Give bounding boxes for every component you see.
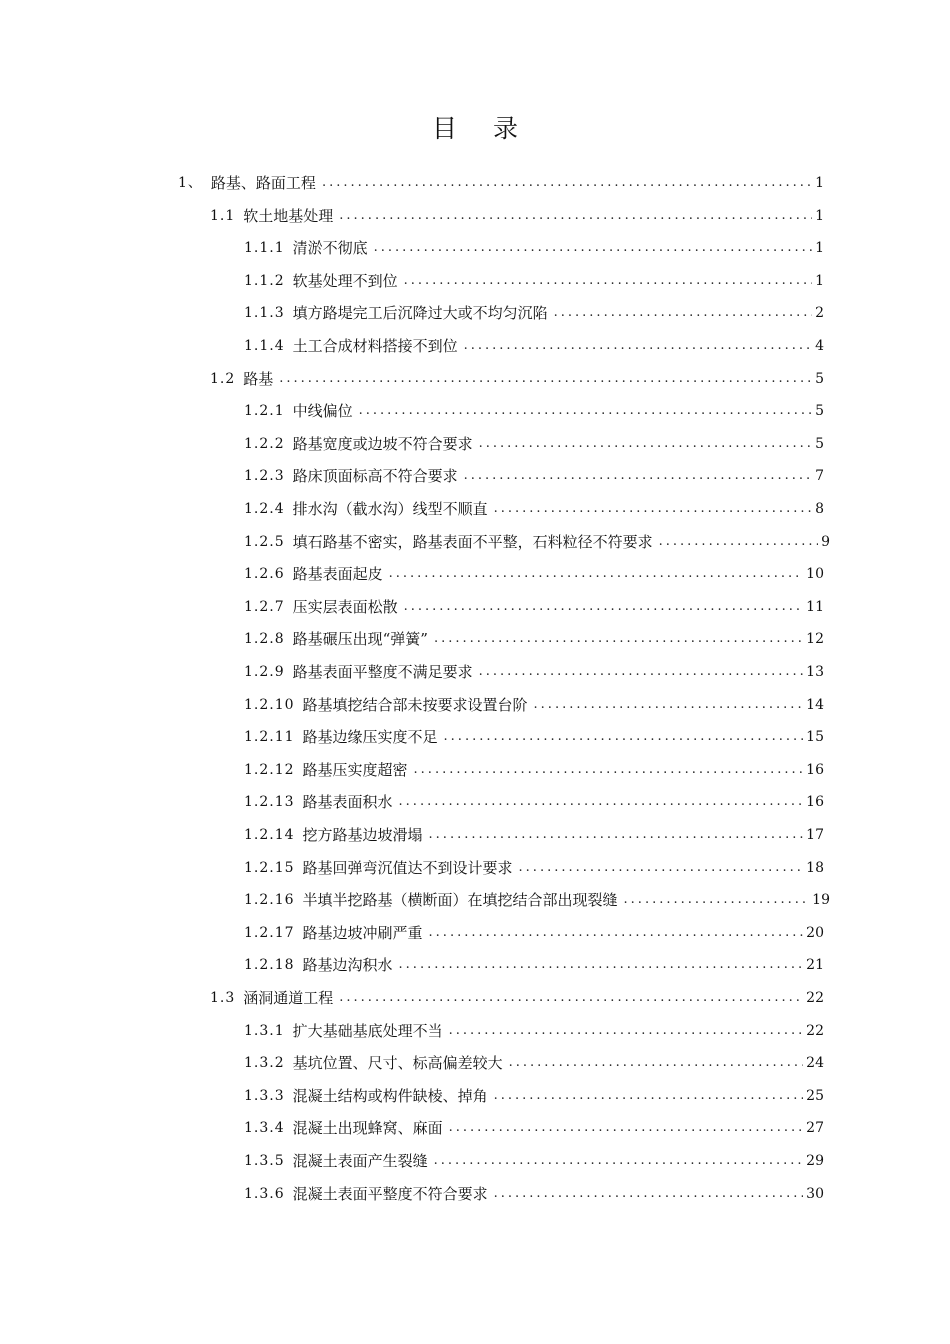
toc-entry[interactable]: [244, 918, 824, 944]
toc-leader-dots: [399, 954, 804, 976]
toc-entry-number: 1.2.18: [244, 957, 295, 974]
toc-leader-dots: [399, 791, 804, 813]
toc-entry-page: 9: [821, 533, 830, 550]
toc-entry-number: 1.1.1: [244, 240, 285, 257]
toc-leader-dots: [479, 433, 812, 455]
toc-leader-dots: [359, 400, 812, 422]
toc-entry-text: 排水沟（截水沟）线型不顺直: [292, 500, 488, 518]
toc-leader-dots: [279, 368, 812, 390]
toc-entry-number: 1.2.17: [244, 924, 295, 941]
toc-entry-text: 路基表面积水: [302, 793, 393, 812]
toc-leader-dots: [554, 302, 812, 324]
toc-entry-number: 1.2.8: [244, 631, 285, 648]
toc-entry[interactable]: [244, 266, 824, 292]
toc-entry-page: 20: [806, 924, 824, 941]
toc-entry-number: 1.2.5: [244, 533, 285, 550]
toc-entry-page: 21: [806, 957, 824, 974]
toc-entry-text: 路基: [243, 369, 274, 388]
toc-entry[interactable]: [244, 820, 824, 846]
toc-entry-number: 1.3.6: [244, 1185, 285, 1202]
toc-entry-page: 1: [815, 240, 824, 257]
toc-entry-text: 路基表面平整度不满足要求: [292, 663, 473, 681]
toc-entry-number: 1.2.10: [244, 696, 295, 713]
toc-entry-text: 路基压实度超密: [302, 760, 408, 779]
toc-entry-page: 27: [806, 1120, 824, 1137]
toc-entry-page: 17: [806, 827, 824, 843]
toc-entry[interactable]: [244, 298, 824, 324]
toc-leader-dots: [624, 889, 810, 911]
toc-entry-page: 11: [806, 598, 824, 615]
toc-entry-number: 1.2.9: [244, 664, 285, 680]
toc-entry[interactable]: [244, 1179, 824, 1205]
toc-entry-page: 13: [806, 664, 824, 680]
toc-entry-page: 5: [815, 370, 824, 387]
toc-entry-text: 涵洞通道工程: [243, 989, 334, 1007]
toc-entry[interactable]: [244, 657, 824, 683]
toc-entry[interactable]: [178, 168, 824, 194]
toc-entry-text: 软基处理不到位: [292, 271, 398, 290]
toc-entry-page: 22: [806, 990, 824, 1006]
toc-entry-page: 24: [806, 1055, 824, 1072]
toc-entry-text: 路基填挖结合部未按要求设置台阶: [302, 695, 528, 714]
toc-entry-text: 路基边坡冲刷严重: [302, 923, 423, 942]
toc-leader-dots: [534, 694, 804, 716]
toc-entry-page: 5: [815, 435, 824, 452]
toc-entry-page: 22: [806, 1022, 824, 1039]
toc-entry-number: 1.2.13: [244, 794, 295, 811]
toc-entry-number: 1.2.3: [244, 468, 285, 485]
toc-entry-page: 10: [806, 566, 824, 583]
toc-entry-text: 路基回弹弯沉值达不到设计要求: [302, 858, 513, 877]
toc-entry-number: 1.2.6: [244, 566, 285, 583]
toc-entry[interactable]: [244, 396, 824, 422]
toc-entry-page: 16: [806, 794, 824, 811]
toc-leader-dots: [339, 987, 803, 1009]
toc-entry[interactable]: [244, 592, 824, 618]
toc-entry[interactable]: [244, 950, 824, 976]
toc-entry-number: 1.2.15: [244, 859, 295, 876]
toc-entry-page: 1: [815, 272, 824, 289]
toc-entry-page: 2: [815, 305, 824, 322]
toc-entry-page: 12: [806, 631, 824, 648]
toc-entry-number: 1.2.1: [244, 403, 285, 420]
toc-leader-dots: [444, 726, 804, 748]
toc-entry-page: 5: [815, 403, 824, 420]
toc-entry-text: 路基表面起皮: [292, 565, 383, 584]
toc-entry-text: 扩大基础基底处理不当: [292, 1021, 443, 1040]
toc-leader-dots: [374, 237, 812, 259]
toc-leader-dots: [339, 205, 812, 227]
toc-entry-text: 清淤不彻底: [292, 239, 368, 258]
toc-leader-dots: [494, 498, 812, 520]
toc-entry-number: 1.1: [210, 207, 236, 224]
toc-entry-page: 16: [806, 761, 824, 778]
toc-entry[interactable]: [210, 201, 824, 227]
toc-entry-text: 路基、路面工程: [210, 174, 316, 192]
toc-entry-number: 1.2.2: [244, 435, 285, 452]
toc-entry[interactable]: [244, 885, 830, 911]
toc-entry[interactable]: [244, 755, 824, 781]
toc-leader-dots: [389, 563, 804, 585]
toc-entry[interactable]: [244, 429, 824, 455]
toc-entry-number: 1.2.14: [244, 827, 295, 843]
toc-leader-dots: [414, 759, 804, 781]
toc-entry-page: 15: [806, 729, 824, 746]
toc-entry-number: 1.2.7: [244, 598, 285, 615]
toc-leader-dots: [434, 628, 803, 650]
toc-entry-number: 1.2.4: [244, 501, 285, 517]
toc-entry-page: 1: [815, 207, 824, 224]
toc-entry-page: 14: [806, 696, 824, 713]
toc-leader-dots: [449, 1117, 804, 1139]
toc-entry-number: 1.2.16: [244, 892, 295, 909]
toc-entry[interactable]: [244, 1146, 824, 1172]
toc-leader-dots: [434, 1150, 804, 1172]
toc-entry-number: 1.1.4: [244, 338, 285, 354]
toc-entry[interactable]: [244, 233, 824, 259]
toc-entry-page: 30: [806, 1185, 824, 1202]
toc-leader-dots: [464, 335, 812, 357]
toc-entry-text: 半填半挖路基（横断面）在填挖结合部出现裂缝: [302, 891, 618, 910]
toc-entry-number: 1.3.3: [244, 1087, 285, 1104]
toc-entry-text: 混凝土表面产生裂缝: [292, 1152, 428, 1170]
toc-entry-text: 填方路堤完工后沉降过大或不均匀沉陷: [292, 304, 548, 323]
toc-entry[interactable]: [244, 624, 824, 650]
toc-entry-text: 填石路基不密实，路基表面不平整，石料粒径不符要求: [292, 532, 653, 551]
toc-entry-text: 基坑位置、尺寸、标高偏差较大: [292, 1054, 503, 1073]
page-title: 目 录: [432, 114, 532, 143]
toc-entry-number: 1.2: [210, 370, 236, 387]
toc-entry[interactable]: [244, 853, 824, 879]
toc-entry[interactable]: [244, 461, 824, 487]
toc-entry[interactable]: [244, 331, 824, 357]
toc-leader-dots: [494, 1183, 804, 1205]
toc-entry-text: 路基碾压出现“弹簧”: [292, 630, 428, 649]
toc-entry[interactable]: [244, 527, 830, 553]
toc-entry-page: 18: [806, 859, 824, 876]
toc-entry-number: 1.1.2: [244, 272, 285, 289]
toc-leader-dots: [429, 824, 804, 846]
toc-entry[interactable]: [244, 1081, 824, 1107]
toc-entry[interactable]: [210, 983, 824, 1009]
toc-entry-page: 1: [815, 175, 824, 191]
toc-entry-number: 1.2.11: [244, 729, 295, 746]
toc-entry-text: 路基宽度或边坡不符合要求: [292, 434, 473, 453]
toc-entry-text: 路床顶面标高不符合要求: [292, 467, 458, 486]
toc-leader-dots: [494, 1085, 804, 1107]
toc-entry-number: 1.1.3: [244, 305, 285, 322]
toc-entry-text: 压实层表面松散: [292, 597, 398, 616]
toc-entry-text: 中线偏位: [292, 402, 353, 421]
toc-entry-text: 土工合成材料搭接不到位: [292, 337, 458, 355]
toc-entry[interactable]: [244, 559, 824, 585]
toc-entry-number: 1.3.5: [244, 1153, 285, 1169]
toc-leader-dots: [479, 661, 804, 683]
toc-entry-number: 1.3.4: [244, 1120, 285, 1137]
toc-entry-page: 7: [815, 468, 824, 485]
toc-entry-number: 1.3.1: [244, 1022, 285, 1039]
toc-entry[interactable]: [244, 1048, 824, 1074]
toc-entry[interactable]: [244, 1016, 824, 1042]
toc-entry[interactable]: [244, 722, 824, 748]
toc-leader-dots: [519, 857, 804, 879]
toc-entry-number: 1.2.12: [244, 761, 295, 778]
toc-entry[interactable]: [244, 1113, 824, 1139]
toc-entry-text: 混凝土出现蜂窝、麻面: [292, 1119, 443, 1138]
toc-entry-text: 混凝土结构或构件缺棱、掉角: [292, 1086, 488, 1105]
toc-leader-dots: [449, 1020, 804, 1042]
toc-leader-dots: [464, 465, 812, 487]
toc-leader-dots: [404, 270, 812, 292]
toc-leader-dots: [404, 596, 804, 618]
toc-entry-number: 1、: [178, 175, 203, 191]
toc-entry[interactable]: [210, 364, 824, 390]
toc-entry-number: 1.3.2: [244, 1055, 285, 1072]
toc-leader-dots: [322, 172, 812, 194]
toc-entry-text: 软土地基处理: [243, 206, 334, 225]
toc-entry-text: 挖方路基边坡滑塌: [302, 826, 423, 844]
toc-entry-number: 1.3: [210, 990, 236, 1006]
toc-entry-text: 路基边沟积水: [302, 956, 393, 975]
toc-entry[interactable]: [244, 494, 824, 520]
toc-entry-page: 4: [815, 338, 824, 354]
toc-entry-page: 29: [806, 1153, 824, 1169]
toc-entry[interactable]: [244, 690, 824, 716]
toc-leader-dots: [509, 1052, 804, 1074]
toc-entry-text: 路基边缘压实度不足: [302, 728, 438, 747]
toc-leader-dots: [659, 531, 818, 553]
toc-entry-page: 25: [806, 1087, 824, 1104]
toc-entry[interactable]: [244, 787, 824, 813]
toc-entry-page: 19: [812, 892, 830, 909]
toc-leader-dots: [429, 922, 804, 944]
toc-entry-page: 8: [815, 501, 824, 517]
toc-entry-text: 混凝土表面平整度不符合要求: [292, 1184, 488, 1203]
